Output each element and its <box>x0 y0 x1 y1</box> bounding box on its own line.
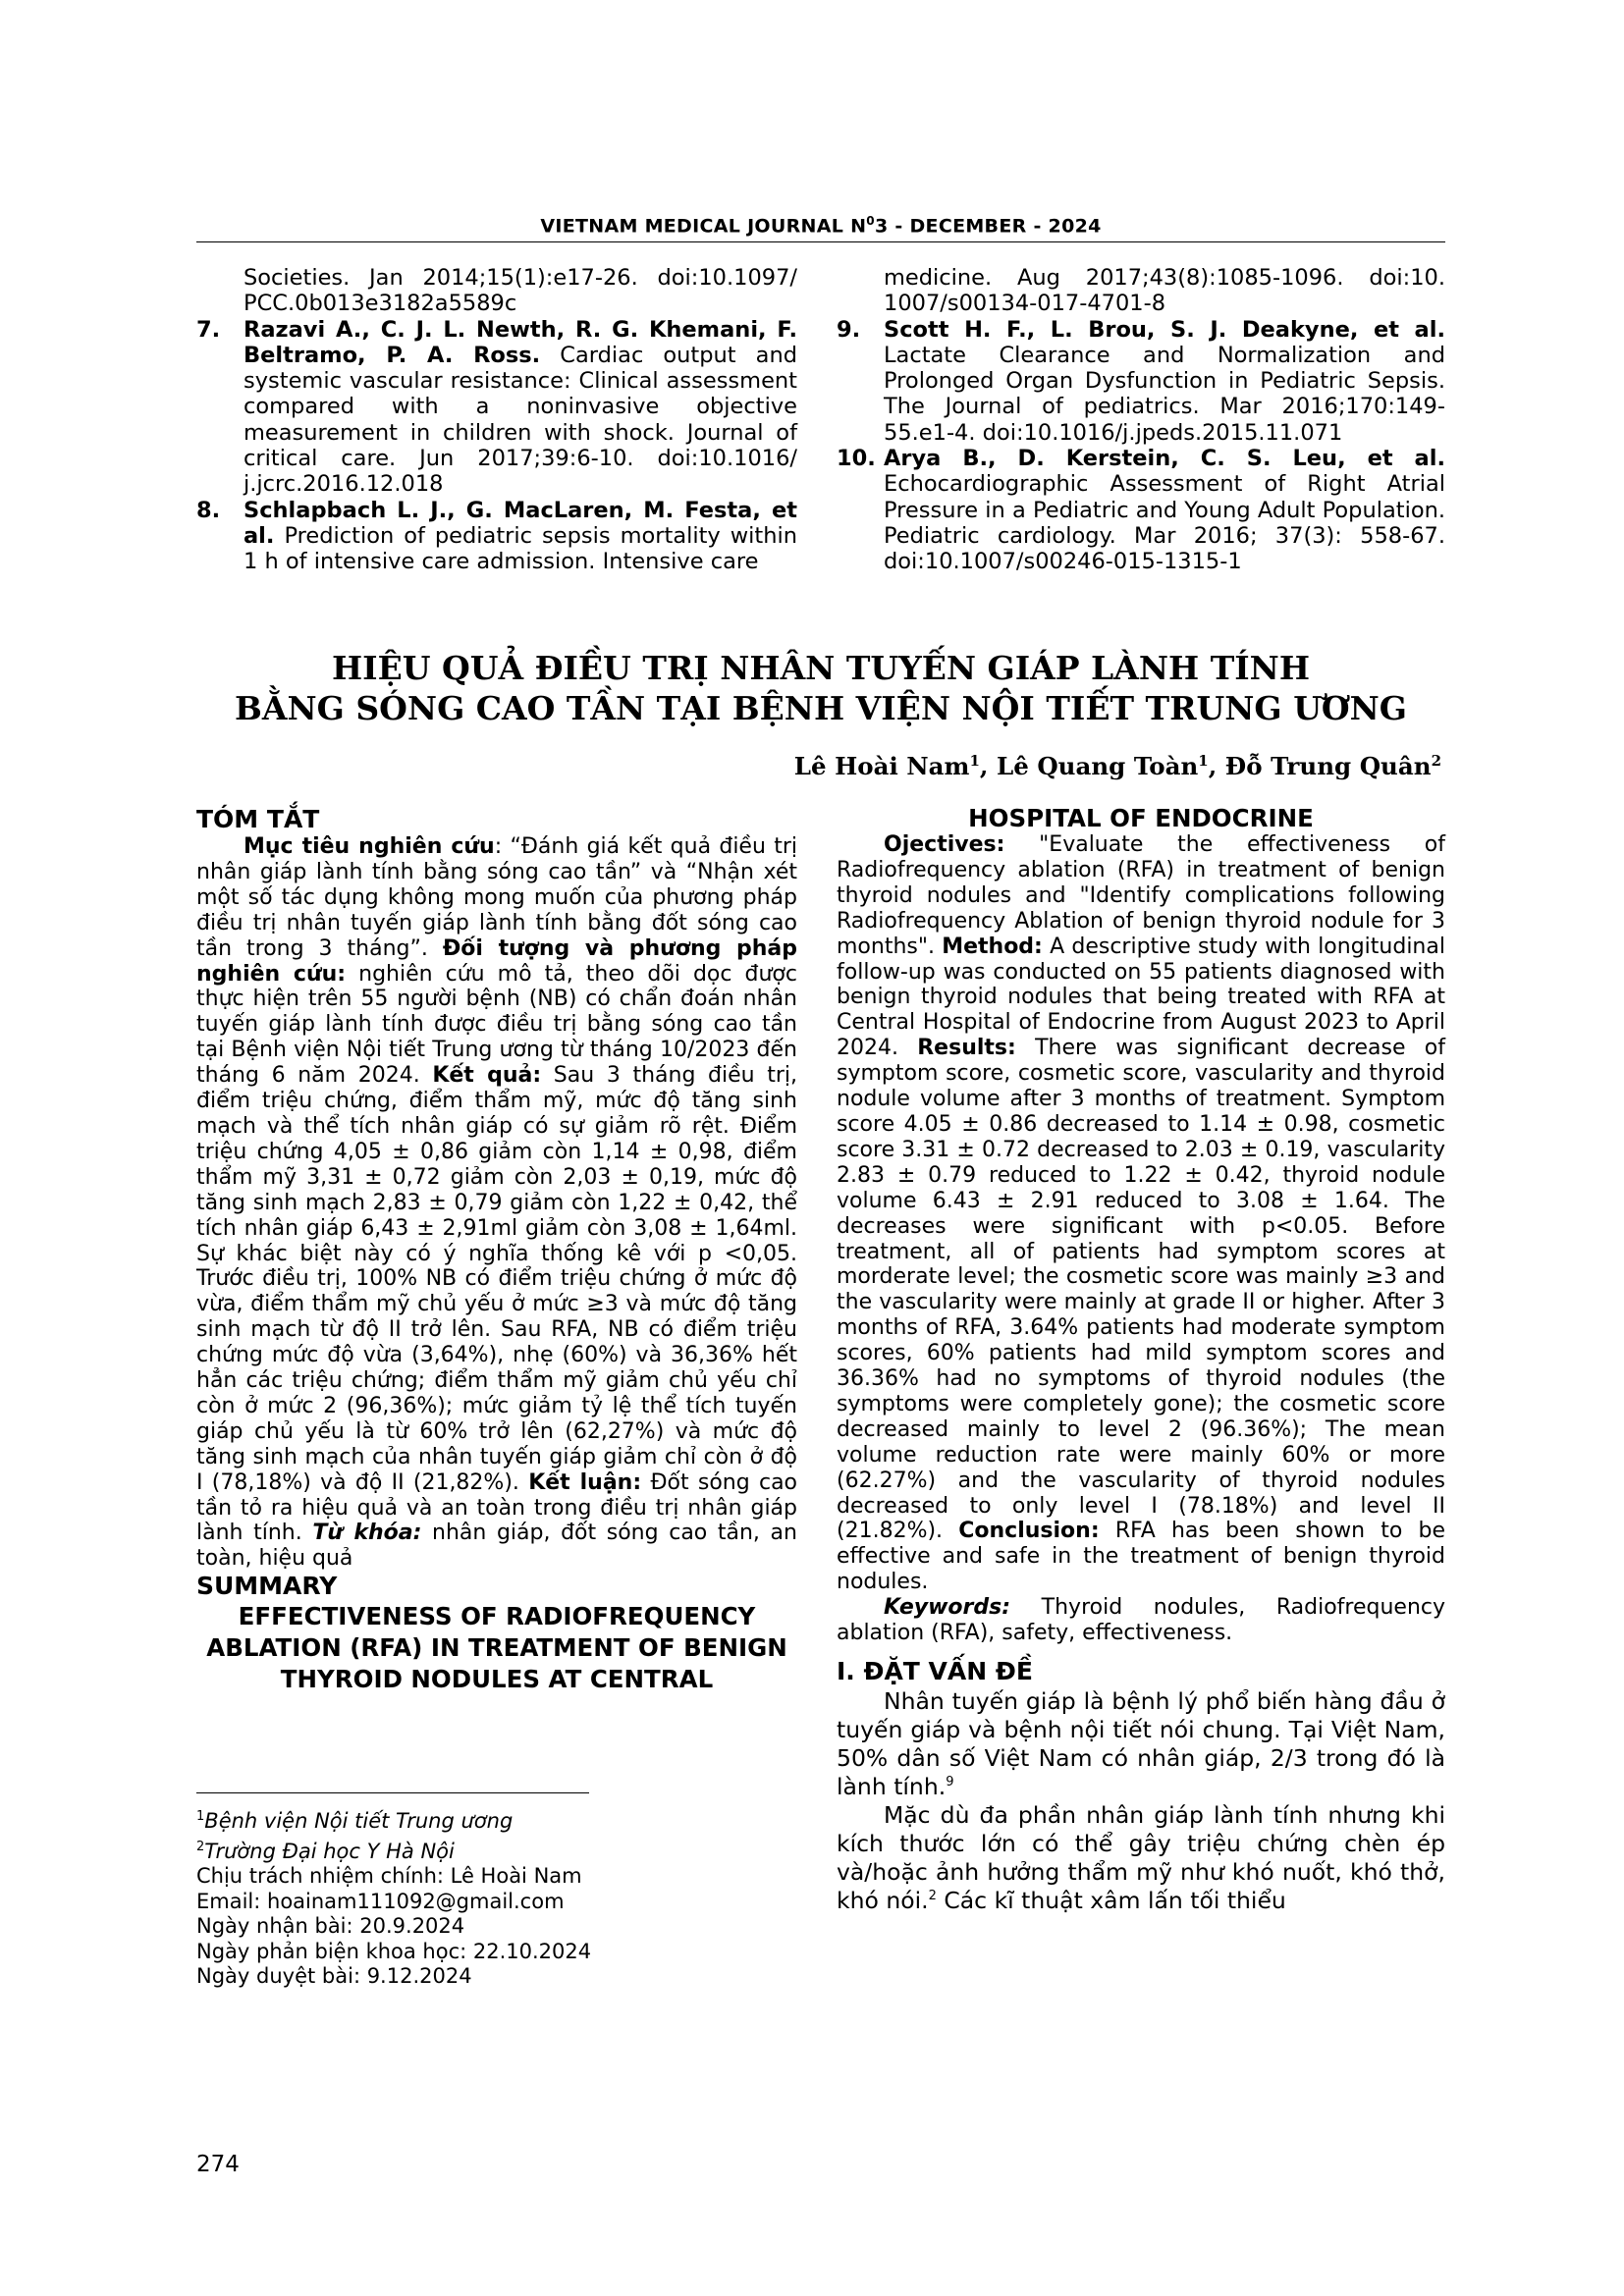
footnote-divider <box>196 1792 589 1793</box>
intro-text: Nhân tuyến giáp là bệnh lý phổ biến hàng đầu ở tuyến giáp và bệnh nội tiết nói chung. Tại Việt Nam, 50% dân số Việt Nam có nhân giáp, 2/3 trong đó là lành tính. <box>837 1687 1445 1800</box>
conclusion-text: Đốt sóng cao tần tỏ ra hiệu quả và an toàn trong điều trị nhân giáp lành tính. <box>196 1469 798 1546</box>
author-affiliation: 1 <box>969 752 980 770</box>
author-separator: , <box>979 752 997 781</box>
conclusion-text: RFA has been shown to be effective and safe in the treatment of benign thyroid nodules. <box>837 1519 1446 1595</box>
reference-authors: Arya B., D. Kerstein, C. S. Leu, et al. <box>884 446 1445 472</box>
author-separator: , <box>1208 752 1225 781</box>
review-date: Ngày phản biện khoa học: 22.10.2024 <box>196 1939 592 1963</box>
keywords-label: Keywords: <box>884 1595 1011 1621</box>
reference-number: 10. <box>837 446 876 472</box>
article-title-line-2: BẰNG SÓNG CAO TẦN TẠI BỆNH VIỆN NỘI TIẾT TRUNG ƯƠNG <box>235 689 1407 727</box>
summary-keywords <box>837 1595 1445 1646</box>
results-text: There was significant decrease of symptom score, cosmetic score, vascularity and thyroid nodule volume after 3 months of treatment. Symptom score 4.05 ± 0.86 decreased to 1.14 ± 0.98, cosmetic score 3.31 ± 0.72 decreased to 2.03 ± 0.19, vascularity 2.83 ± 0.79 reduced to 1.22 ± 0.42, thyroid nodule volume 6.43 ± 2.91 reduced to 3.08 ± 1.64. The decreases were significant with p<0.05. Before treatment, all of patients had symptom scores at morderate level; the cosmetic score was mainly ≥3 and the vascularity were mainly at grade II or higher. After 3 months of RFA, 3.64% patients had moderate symptom scores, 60% patients had mild symptom scores and 36.36% had no symptoms of thyroid nodules (the symptoms were completely gone); the cosmetic score decreased mainly to level 2 (96.36%); The mean volume reduction rate were mainly 60% or more (62.27%) and the vascularity of thyroid nodules decreased to only level I (78.18%) and level II (21.82%). <box>837 1036 1445 1544</box>
author-list <box>794 752 1441 780</box>
abstract-vi-text <box>196 834 797 1572</box>
journal-number-sup: 0 <box>866 214 875 228</box>
journal-issue: 3 - DECEMBER - 2024 <box>874 215 1102 238</box>
reference-item <box>196 317 797 498</box>
citation-ref: 9 <box>946 1775 954 1790</box>
conclusion-label: Kết luận: <box>528 1469 642 1495</box>
running-header <box>196 214 1445 237</box>
reference-authors: Scott H. F., L. Brou, S. J. Deakyne, et al. <box>884 316 1445 343</box>
reference-continuation: medicine. Aug 2017;43(8):1085-1096. doi:10. 1007/s00134-017-4701-8 <box>884 265 1445 317</box>
affiliation-number: 2 <box>196 1839 205 1854</box>
reference-item <box>837 317 1445 446</box>
affiliation-2 <box>196 1835 746 1865</box>
result-text: Sau 3 tháng điều trị, điểm triệu chứng, điểm thẩm mỹ, mức độ tăng sinh mạch và thể tích nhân giáp có sự giảm rõ rệt. Điểm triệu chứng 4,05 ± 0,86 giảm còn 1,14 ± 0,98, điểm thẩm mỹ 3,31 ± 0,72 giảm còn 2,03 ± 0,19, mức độ tăng sinh mạch 2,83 ± 0,79 giảm còn 1,22 ± 0,42, thể tích nhân giáp 6,43 ± 2,91ml giảm còn 3,08 ± 1,64ml. Sự khác biệt này có ý nghĩa thống kê với p <0,05. Trước điều trị, 100% NB có điểm triệu chứng ở mức độ vừa, điểm thẩm mỹ chủ yếu ở mức ≥3 và mức độ tăng sinh mạch từ độ II trở lên. Sau RFA, NB có điểm triệu chứng mức độ vừa (3,64%), nhẹ (60%) và 36,36% hết hẳn các triệu chứng; điểm thẩm mỹ giảm chủ yếu chỉ còn ở mức 2 (96,36%); mức giảm tỷ lệ thể tích tuyến giáp chủ yếu là từ 60% trở lên (62,27%) và mức độ tăng sinh mạch của nhân tuyến giáp giảm chỉ còn ở độ I (78,18%) và độ II (21,82%). <box>196 1063 798 1495</box>
results-label: Results: <box>917 1036 1016 1061</box>
left-column <box>196 805 797 1695</box>
method-label: Method: <box>942 934 1043 959</box>
keywords-label: Từ khóa: <box>312 1521 422 1546</box>
affiliation-text: Trường Đại học Y Hà Nội <box>204 1839 455 1863</box>
summary-heading: SUMMARY <box>196 1572 338 1601</box>
author-name: Lê Quang Toàn <box>996 752 1199 781</box>
footnotes <box>196 1804 746 1990</box>
method-label: Đối tượng và phương pháp nghiên cứu: <box>196 935 797 987</box>
corresponding-author: Chịu trách nhiệm chính: Lê Hoài Nam <box>196 1864 582 1888</box>
reference-authors: Schlapbach L. J., G. MacLaren, M. Festa, et al. <box>244 497 797 549</box>
method-text: nghiên cứu mô tả, theo dõi dọc được thực hiện trên 55 người bệnh (NB) có chẩn đoán nhân tuyến giáp lành tính được điều trị bằng sóng cao tần tại Bệnh viện Nội tiết Trung ương từ tháng 10/2023 đến tháng 6 năm 2024. <box>196 961 797 1089</box>
method-text: A descriptive study with longitudinal follow-up was conducted on 55 patients diagnosed with benign thyroid nodules that being treated with RFA at Central Hospital of Endocrine from August 2023 to April 2024. <box>837 934 1445 1061</box>
intro-text-tail: Các kĩ thuật xâm lấn tối thiểu <box>936 1887 1286 1914</box>
english-title-continued: HOSPITAL OF ENDOCRINE <box>968 804 1314 832</box>
journal-name: VIETNAM MEDICAL JOURNAL N <box>540 215 867 238</box>
references-right <box>837 265 1445 575</box>
affiliation-number: 1 <box>196 1809 205 1824</box>
reference-number: 7. <box>196 316 221 343</box>
reference-text: Cardiac output and systemic vascular resistance: Clinical assessment compared with a noninvasive objective measurement in children with shock. Journal of critical care. Jun 2017;39:6-10. doi:10.1016/ j.jcrc.2016.12.018 <box>244 342 797 498</box>
objectives-label: Ojectives: <box>884 832 1005 857</box>
article-title-line-1: HIỆU QUẢ ĐIỀU TRỊ NHÂN TUYẾN GIÁP LÀNH TÍNH <box>331 649 1311 687</box>
objectives-text: "Evaluate the effectiveness of Radiofrequency ablation (RFA) in treatment of benign thyroid nodules and "Identify complications following Radiofrequency Ablation of benign thyroid nodule for 3 months". <box>837 832 1445 959</box>
affiliation-text: Bệnh viện Nội tiết Trung ương <box>204 1809 514 1833</box>
english-title: EFFECTIVENESS OF RADIOFREQUENCY ABLATION (RFA) IN TREATMENT OF BENIGN THYROID NODULES AT CENTRAL <box>206 1602 787 1694</box>
intro-text: Mặc dù đa phần nhân giáp lành tính nhưng khi kích thước lớn có thể gây triệu chứng chèn ép và/hoặc ảnh hưởng thẩm mỹ như khó nuốt, khó thở, khó nói. <box>837 1801 1445 1914</box>
author-name: Lê Hoài Nam <box>793 752 970 781</box>
reference-authors: Razavi A., C. J. L. Newth, R. G. Khemani, F. Beltramo, P. A. Ross. <box>244 316 797 368</box>
reference-continuation: Societies. Jan 2014;15(1):e17-26. doi:10.1097/ PCC.0b013e3182a5589c <box>244 265 797 317</box>
reference-text: Prediction of pediatric sepsis mortality within 1 h of intensive care admission. Intensive care <box>244 522 797 575</box>
intro-paragraph <box>837 1801 1445 1915</box>
summary-text <box>837 832 1445 1595</box>
section-heading: I. ĐẶT VẤN ĐỀ <box>837 1657 1033 1685</box>
author-affiliation: 1 <box>1198 752 1209 770</box>
article-title <box>196 648 1445 728</box>
reference-item <box>837 446 1445 574</box>
author-affiliation: 2 <box>1431 752 1441 770</box>
reference-item <box>196 498 797 575</box>
reference-number: 8. <box>196 497 221 523</box>
intro-paragraph <box>837 1687 1445 1801</box>
email: Email: hoainam111092@gmail.com <box>196 1889 565 1913</box>
author-name: Đỗ Trung Quân <box>1224 752 1432 781</box>
citation-ref: 2 <box>928 1889 937 1904</box>
page-number: 274 <box>196 2152 240 2177</box>
conclusion-label: Conclusion: <box>958 1519 1100 1544</box>
keywords-text: nhân giáp, đốt sóng cao tần, an toàn, hiệu quả <box>196 1521 797 1572</box>
objective-label: Mục tiêu nghiên cứu <box>244 834 495 859</box>
reference-text: Echocardiographic Assessment of Right Atrial Pressure in a Pediatric and Young Adult Population. Pediatric cardiology. Mar 2016; 37(3): 558-67. doi:10.1007/s00246-015-1315-1 <box>884 471 1445 575</box>
accepted-date: Ngày duyệt bài: 9.12.2024 <box>196 1964 472 1988</box>
references-left <box>196 265 797 575</box>
affiliation-1 <box>196 1804 746 1835</box>
objective-text: : “Đánh giá kết quả điều trị nhân giáp lành tính bằng sóng cao tần” và “Nhận xét một số tác dụng không mong muốn của phương pháp điều trị nhân tuyến giáp lành tính bằng đốt sóng cao tần trong 3 tháng”. <box>196 834 798 961</box>
abstract-heading: TÓM TẮT <box>196 805 320 833</box>
received-date: Ngày nhận bài: 20.9.2024 <box>196 1914 465 1938</box>
reference-text: Lactate Clearance and Normalization and Prolonged Organ Dysfunction in Pediatric Sepsis. The Journal of pediatrics. Mar 2016;170:149-55.e1-4. doi:10.1016/j.jpeds.2015.11.071 <box>884 342 1445 446</box>
result-label: Kết quả: <box>432 1063 542 1089</box>
reference-number: 9. <box>837 316 861 343</box>
header-divider <box>196 241 1445 242</box>
right-column <box>837 805 1445 1915</box>
keywords-text: Thyroid nodules, Radiofrequency ablation (RFA), safety, effectiveness. <box>837 1595 1445 1646</box>
